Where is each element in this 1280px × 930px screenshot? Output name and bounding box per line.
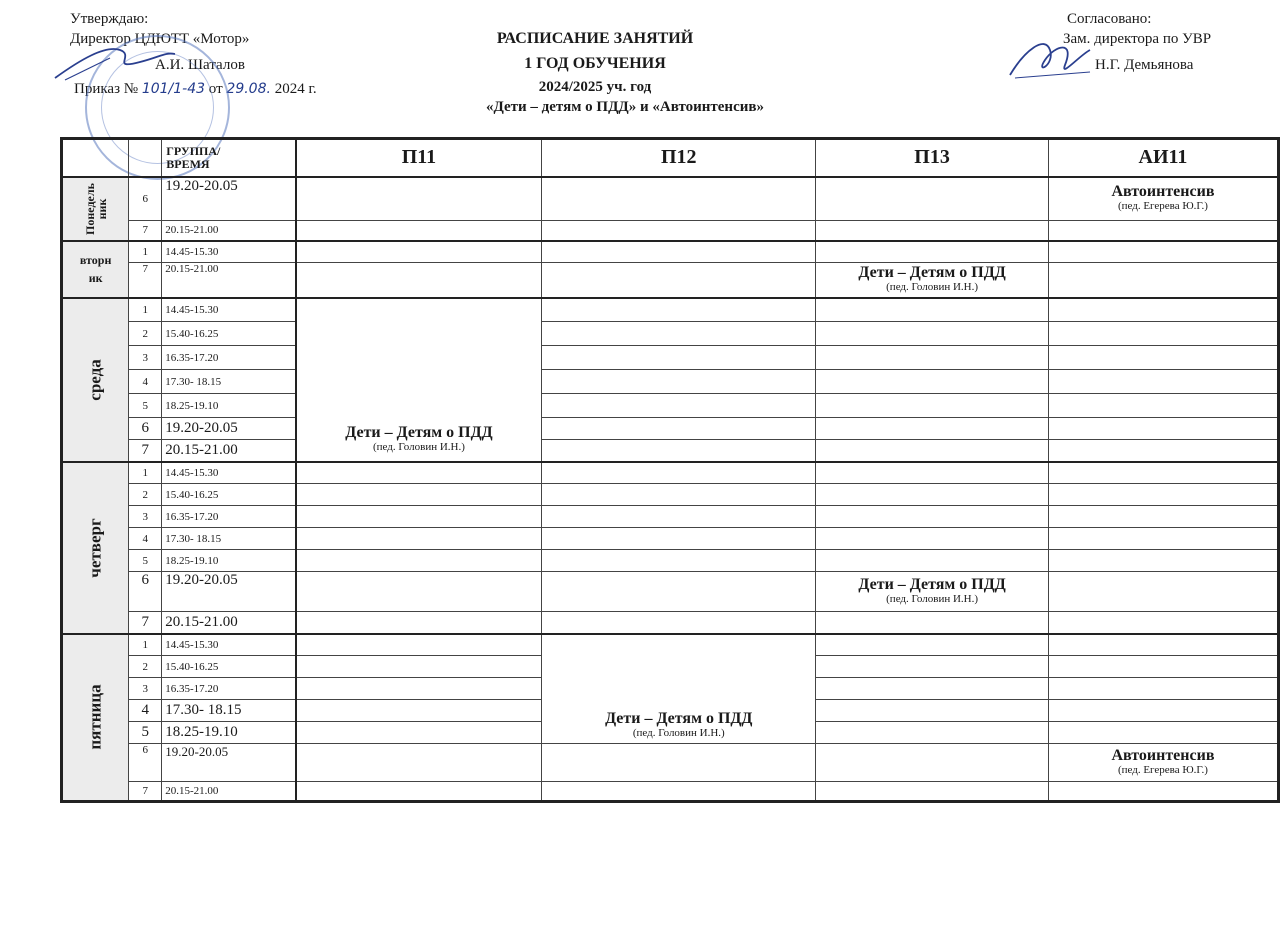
table-row [62, 462, 1279, 484]
slot-time: 20.15-21.00 [162, 221, 296, 241]
slot-number: 1 [129, 298, 162, 322]
cell-empty [816, 322, 1049, 346]
slot-time: 14.45-15.30 [162, 462, 296, 484]
cell-empty [1048, 221, 1278, 241]
cell-empty [816, 656, 1049, 678]
slot-time: 18.25-19.10 [162, 722, 296, 744]
lesson-teacher: (пед. Егерева Ю.Г.) [1117, 763, 1208, 776]
cell-empty [1048, 528, 1278, 550]
slot-number: 6 [129, 418, 162, 440]
cell-empty [542, 370, 816, 394]
slot-time: 16.35-17.20 [162, 346, 296, 370]
cell-empty [816, 634, 1049, 656]
slot-number: 3 [129, 506, 162, 528]
slot-number: 7 [129, 440, 162, 462]
cell-empty [296, 656, 542, 678]
lesson-title: Автоинтенсив [1111, 746, 1215, 764]
slot-time: 19.20-20.05 [162, 572, 296, 612]
lesson-mon-ai11 [1048, 177, 1278, 221]
cell-empty [542, 440, 816, 462]
slot-time: 20.15-21.00 [162, 612, 296, 634]
cell-empty [542, 782, 816, 802]
slot-number: 2 [129, 484, 162, 506]
cell-empty [816, 394, 1049, 418]
cell-empty [542, 298, 816, 322]
cell-empty [1048, 241, 1278, 263]
lesson-title: Дети – Детям о ПДД [605, 710, 753, 727]
table-row [62, 241, 1279, 263]
lesson-teacher: (пед. Головин И.Н.) [886, 592, 979, 605]
group-header-ai11: АИ11 [1048, 139, 1278, 177]
slot-time: 15.40-16.25 [162, 656, 296, 678]
cell-empty [542, 612, 816, 634]
cell-empty [542, 346, 816, 370]
slot-time: 20.15-21.00 [162, 440, 296, 462]
cell-empty [296, 263, 542, 298]
slot-number: 4 [129, 700, 162, 722]
cell-empty [542, 462, 816, 484]
cell-empty [296, 634, 542, 656]
cell-empty [1048, 678, 1278, 700]
lesson-title: Дети – Детям о ПДД [858, 263, 1006, 281]
agree-position: Зам. директора по УВР [1063, 31, 1212, 47]
cell-empty [296, 528, 542, 550]
cell-empty [296, 572, 542, 612]
approve-position: Директор ЦДЮТТ «Мотор» [70, 31, 250, 47]
cell-empty [816, 177, 1049, 221]
page-subtitle: 1 ГОД ОБУЧЕНИЯ [524, 55, 666, 72]
slot-number: 7 [129, 612, 162, 634]
slot-time: 17.30- 18.15 [162, 370, 296, 394]
cell-empty [1048, 346, 1278, 370]
slot-time: 20.15-21.00 [162, 782, 296, 802]
table-row [62, 221, 1279, 241]
cell-empty [296, 782, 542, 802]
header-row [62, 139, 1279, 177]
cell-empty [816, 612, 1049, 634]
cell-empty [816, 298, 1049, 322]
cell-empty [296, 241, 542, 263]
cell-empty [296, 177, 542, 221]
table-row [62, 506, 1279, 528]
slot-time: 18.25-19.10 [162, 550, 296, 572]
slot-time: 19.20-20.05 [162, 418, 296, 440]
agree-label: Согласовано: [1067, 11, 1152, 27]
cell-empty [816, 744, 1049, 782]
slot-number: 6 [129, 572, 162, 612]
slot-number: 1 [129, 462, 162, 484]
order-number: 101/1-43 [141, 81, 206, 97]
lesson-title: Дети – Детям о ПДД [858, 575, 1006, 593]
cell-empty [296, 550, 542, 572]
cell-empty [542, 528, 816, 550]
slot-time: 14.45-15.30 [162, 298, 296, 322]
slot-number: 5 [129, 394, 162, 418]
cell-empty [816, 506, 1049, 528]
slot-number: 5 [129, 722, 162, 744]
slot-time: 20.15-21.00 [162, 263, 296, 298]
table-row [62, 394, 1279, 418]
slot-time: 14.45-15.30 [162, 634, 296, 656]
cell-empty [542, 418, 816, 440]
table-row [62, 322, 1279, 346]
slot-time: 16.35-17.20 [162, 678, 296, 700]
slot-time: 19.20-20.05 [162, 177, 296, 221]
day-friday: пятница [62, 634, 129, 802]
cell-empty [296, 484, 542, 506]
cell-empty [816, 782, 1049, 802]
lesson-fri-ai11 [1048, 744, 1278, 782]
slot-number: 1 [129, 634, 162, 656]
cell-empty [542, 263, 816, 298]
order-year: 2024 г. [274, 81, 317, 97]
slot-time: 16.35-17.20 [162, 506, 296, 528]
slot-number: 6 [129, 744, 162, 782]
cell-empty [816, 241, 1049, 263]
table-row [62, 440, 1279, 462]
day-thursday: четверг [62, 462, 129, 634]
cell-empty [1048, 418, 1278, 440]
cell-empty [816, 440, 1049, 462]
cell-empty [296, 462, 542, 484]
cell-empty [542, 550, 816, 572]
slot-time: 14.45-15.30 [162, 241, 296, 263]
cell-empty [816, 722, 1049, 744]
slot-time: 17.30- 18.15 [162, 528, 296, 550]
cell-empty [816, 700, 1049, 722]
order-prefix: Приказ № [74, 81, 139, 97]
table-row [62, 263, 1279, 298]
cell-empty [816, 550, 1049, 572]
cell-empty [542, 177, 816, 221]
slot-number: 3 [129, 346, 162, 370]
slot-number: 6 [129, 177, 162, 221]
table-row [62, 177, 1279, 221]
lesson-teacher: (пед. Головин И.Н.) [632, 727, 725, 739]
cell-empty [816, 418, 1049, 440]
slot-time: 15.40-16.25 [162, 322, 296, 346]
group-header-p13: П13 [816, 139, 1049, 177]
group-header-p11: П11 [296, 139, 542, 177]
slot-number: 4 [129, 528, 162, 550]
table-row [62, 528, 1279, 550]
slot-number: 7 [129, 221, 162, 241]
day-wednesday: среда [62, 298, 129, 462]
lesson-teacher: (пед. Головин И.Н.) [373, 440, 465, 453]
lesson-teacher: (пед. Егерева Ю.Г.) [1117, 199, 1208, 212]
deputy-signature [1005, 30, 1095, 85]
cell-empty [296, 744, 542, 782]
cell-empty [816, 462, 1049, 484]
cell-empty [542, 322, 816, 346]
cell-empty [1048, 612, 1278, 634]
slot-number: 7 [129, 263, 162, 298]
slot-number: 2 [129, 322, 162, 346]
slot-number: 3 [129, 678, 162, 700]
slot-number: 1 [129, 241, 162, 263]
cell-empty [542, 484, 816, 506]
cell-empty [1048, 484, 1278, 506]
slot-time: 15.40-16.25 [162, 484, 296, 506]
cell-empty [1048, 298, 1278, 322]
table-row [62, 484, 1279, 506]
lesson-fri-p12 [542, 634, 816, 744]
cell-empty [1048, 263, 1278, 298]
cell-empty [1048, 322, 1278, 346]
academic-year: 2024/2025 уч. год [538, 79, 652, 95]
approve-label: Утверждаю: [70, 11, 149, 27]
cell-empty [1048, 656, 1278, 678]
lesson-teacher: (пед. Головин И.Н.) [886, 280, 979, 293]
slot-number: 5 [129, 550, 162, 572]
table-row [62, 346, 1279, 370]
cell-empty [1048, 440, 1278, 462]
table-row [62, 298, 1279, 322]
schedule-table [60, 137, 1280, 803]
table-row [62, 612, 1279, 634]
cell-empty [1048, 550, 1278, 572]
approve-name: А.И. Шаталов [155, 57, 245, 73]
cell-empty [542, 506, 816, 528]
page-title: РАСПИСАНИЕ ЗАНЯТИЙ [496, 30, 694, 47]
lesson-wed-p11 [296, 298, 542, 462]
cell-empty [816, 678, 1049, 700]
cell-empty [1048, 394, 1278, 418]
cell-empty [542, 744, 816, 782]
slot-number: 7 [129, 782, 162, 802]
table-row [62, 572, 1279, 612]
cell-empty [296, 506, 542, 528]
order-date: 29.08. [226, 81, 271, 97]
group-time-header: ГРУППА/ ВРЕМЯ [162, 139, 296, 177]
slot-time: 19.20-20.05 [162, 744, 296, 782]
table-row [62, 418, 1279, 440]
cell-empty [542, 221, 816, 241]
lesson-title: Автоинтенсив [1111, 182, 1215, 200]
cell-empty [296, 221, 542, 241]
cell-empty [1048, 572, 1278, 612]
cell-empty [1048, 700, 1278, 722]
cell-empty [1048, 462, 1278, 484]
slot-time: 17.30- 18.15 [162, 700, 296, 722]
cell-empty [816, 528, 1049, 550]
lesson-title: Дети – Детям о ПДД [345, 423, 493, 441]
table-row [62, 744, 1279, 782]
director-signature [50, 40, 180, 85]
table-row [62, 370, 1279, 394]
order-from: от [208, 81, 223, 97]
cell-empty [1048, 634, 1278, 656]
cell-empty [1048, 782, 1278, 802]
corner-cell-num [129, 139, 162, 177]
day-monday: Понедель ник [62, 177, 129, 241]
cell-empty [816, 346, 1049, 370]
lesson-tue-p13 [816, 263, 1049, 298]
corner-cell [62, 139, 129, 177]
table-row [62, 550, 1279, 572]
cell-empty [542, 241, 816, 263]
cell-empty [1048, 722, 1278, 744]
cell-empty [296, 612, 542, 634]
cell-empty [296, 700, 542, 722]
cell-empty [296, 678, 542, 700]
slot-time: 18.25-19.10 [162, 394, 296, 418]
cell-empty [816, 221, 1049, 241]
table-row [62, 782, 1279, 802]
agree-name: Н.Г. Демьянова [1095, 57, 1194, 73]
group-header-p12: П12 [542, 139, 816, 177]
table-row [62, 634, 1279, 656]
cell-empty [542, 394, 816, 418]
slot-number: 2 [129, 656, 162, 678]
day-tuesday: вторн ик [62, 241, 129, 298]
lesson-thu-p13 [816, 572, 1049, 612]
programs-title: «Дети – детям о ПДД» и «Автоинтенсив» [486, 99, 764, 115]
cell-empty [296, 722, 542, 744]
cell-empty [1048, 506, 1278, 528]
cell-empty [816, 370, 1049, 394]
cell-empty [542, 572, 816, 612]
slot-number: 4 [129, 370, 162, 394]
cell-empty [816, 484, 1049, 506]
cell-empty [1048, 370, 1278, 394]
